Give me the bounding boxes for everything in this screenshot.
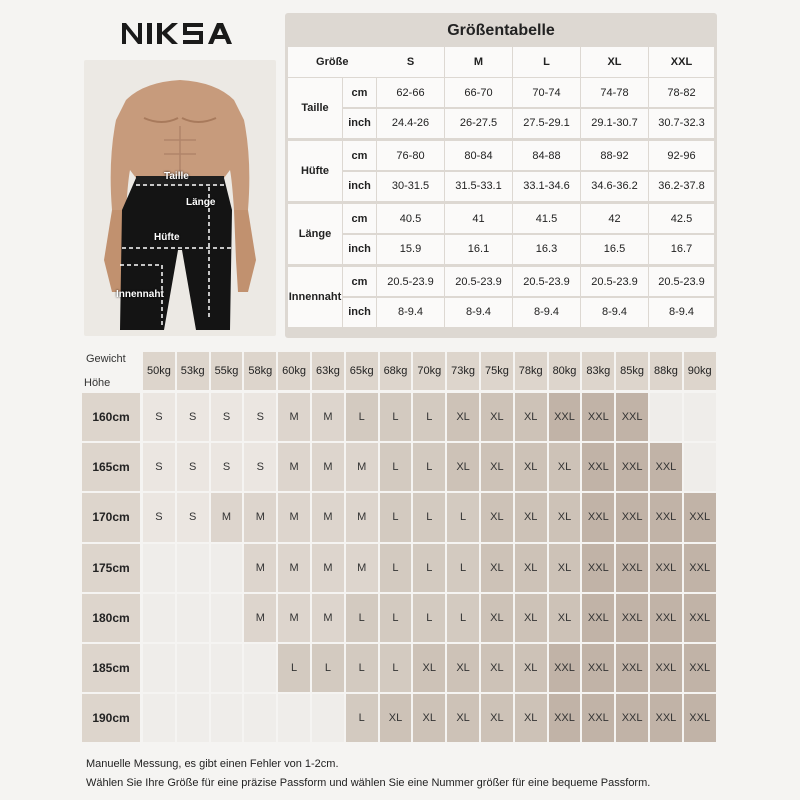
fit-grid-cell: S	[244, 393, 276, 441]
fit-grid-cell	[143, 694, 175, 742]
fit-grid-cell: XXL	[616, 694, 648, 742]
fit-grid-cell: XXL	[549, 694, 581, 742]
model-label-laenge: Länge	[186, 197, 216, 208]
fit-grid-cell: L	[447, 493, 479, 541]
fit-grid-cell: L	[380, 644, 412, 692]
size-table-cell: 20.5-23.9	[445, 267, 512, 296]
fit-grid-cell: XXL	[582, 393, 614, 441]
fit-grid-cell: M	[312, 594, 344, 642]
fit-grid-cell: XL	[549, 544, 581, 592]
fit-grid-cell: XL	[481, 644, 513, 692]
fit-grid-weight-header: 60kg	[278, 352, 310, 390]
size-table-group-label: Innennaht	[288, 267, 342, 327]
fit-grid-height-header: 175cm	[82, 544, 140, 592]
fit-grid-cell	[177, 594, 209, 642]
fit-grid-cell	[177, 694, 209, 742]
size-table-cell: 80-84	[445, 141, 512, 170]
fit-grid-cell	[143, 644, 175, 692]
model-label-taille: Taille	[164, 171, 189, 182]
size-table-cell: 40.5	[377, 204, 444, 233]
fit-grid-cell: XXL	[616, 594, 648, 642]
fit-grid-cell: XL	[481, 594, 513, 642]
size-table-cell: 20.5-23.9	[581, 267, 648, 296]
fit-grid-cell: M	[278, 443, 310, 491]
fit-grid-cell: XL	[549, 594, 581, 642]
size-table-cell: 41.5	[513, 204, 580, 233]
fit-grid-cell: M	[312, 493, 344, 541]
fit-grid-weight-header: 70kg	[413, 352, 445, 390]
fit-grid-cell: XL	[549, 443, 581, 491]
fit-grid-cell	[684, 393, 716, 441]
fit-grid-cell: XL	[380, 694, 412, 742]
fit-grid-weight-header: 85kg	[616, 352, 648, 390]
size-table-cell: 20.5-23.9	[513, 267, 580, 296]
fit-grid-cell: M	[278, 393, 310, 441]
fit-grid-cell: XL	[413, 694, 445, 742]
fit-grid-height-header: 190cm	[82, 694, 140, 742]
fit-grid-cell: L	[278, 644, 310, 692]
size-table-cell: 16.7	[649, 235, 714, 264]
size-table-group-label: Hüfte	[288, 141, 342, 201]
size-table-cell: 27.5-29.1	[513, 109, 580, 138]
fit-grid-cell: M	[346, 493, 378, 541]
size-table-cell: 20.5-23.9	[649, 267, 714, 296]
fit-grid-cell: L	[413, 594, 445, 642]
fit-grid-cell: XL	[515, 493, 547, 541]
size-table-header-s: S	[377, 47, 444, 77]
size-table-cell: 36.2-37.8	[649, 172, 714, 201]
fit-grid-cell: XXL	[616, 393, 648, 441]
size-table-group-label: Taille	[288, 78, 342, 138]
fit-grid-cell: XXL	[582, 694, 614, 742]
size-table-cell: 78-82	[649, 78, 714, 107]
fit-grid-cell: XXL	[650, 493, 682, 541]
size-table	[285, 13, 717, 338]
fit-grid-cell	[177, 544, 209, 592]
fit-grid-cell: XL	[515, 393, 547, 441]
fit-grid-cell: XXL	[582, 594, 614, 642]
fit-grid-cell: S	[211, 443, 243, 491]
fit-grid-height-header: 180cm	[82, 594, 140, 642]
fit-grid-cell: XL	[515, 443, 547, 491]
fit-grid-weight-header: 90kg	[684, 352, 716, 390]
note-fit-advice: Wählen Sie Ihre Größe für eine präzise Passform und wählen Sie eine Nummer größer für eine bequeme Passform.	[86, 777, 651, 789]
fit-grid-cell: XXL	[582, 644, 614, 692]
fit-grid-cell: XL	[481, 493, 513, 541]
fit-grid-cell: L	[413, 393, 445, 441]
fit-grid-cell: XL	[515, 694, 547, 742]
fit-grid-cell: M	[211, 493, 243, 541]
fit-grid-cell: M	[312, 443, 344, 491]
fit-grid-cell: S	[177, 443, 209, 491]
fit-grid-cell: XL	[447, 443, 479, 491]
size-table-header-xl: XL	[581, 47, 648, 77]
size-table-cell: 30.7-32.3	[649, 109, 714, 138]
fit-grid-weight-header: 53kg	[177, 352, 209, 390]
fit-grid-cell: XL	[515, 644, 547, 692]
fit-grid-cell: XXL	[684, 594, 716, 642]
size-table-header-m: M	[445, 47, 512, 77]
size-table-cell: 62-66	[377, 78, 444, 107]
fit-grid-cell	[211, 694, 243, 742]
fit-grid-cell: L	[346, 594, 378, 642]
fit-grid-weight-header: 65kg	[346, 352, 378, 390]
fit-grid-cell: XXL	[549, 644, 581, 692]
fit-grid-height-header: 170cm	[82, 493, 140, 541]
fit-grid-cell: L	[380, 544, 412, 592]
fit-grid-weight-header: 63kg	[312, 352, 344, 390]
size-table-title: Größentabelle	[447, 22, 555, 39]
fit-grid-cell: XXL	[616, 493, 648, 541]
model-photo	[84, 60, 276, 336]
size-table-unit: cm	[343, 78, 376, 107]
fit-grid-cell: L	[447, 594, 479, 642]
model-illustration	[84, 60, 276, 336]
fit-grid-cell	[177, 644, 209, 692]
fit-grid-cell: L	[447, 544, 479, 592]
fit-grid-cell: L	[346, 644, 378, 692]
fit-grid-weight-label: Gewicht	[86, 353, 126, 365]
fit-grid-weight-header: 88kg	[650, 352, 682, 390]
fit-grid-cell: XXL	[650, 694, 682, 742]
fit-grid-cell: XXL	[684, 544, 716, 592]
fit-grid-cell: L	[380, 493, 412, 541]
size-table-cell: 30-31.5	[377, 172, 444, 201]
fit-grid-cell: S	[177, 393, 209, 441]
fit-grid	[82, 350, 718, 748]
fit-grid-cell: XXL	[582, 443, 614, 491]
fit-grid-cell: XL	[481, 443, 513, 491]
size-table-cell: 16.1	[445, 235, 512, 264]
fit-grid-cell: S	[211, 393, 243, 441]
size-table-corner: Größe	[288, 47, 377, 77]
fit-grid-cell: L	[380, 443, 412, 491]
size-table-cell: 20.5-23.9	[377, 267, 444, 296]
fit-grid-cell: M	[278, 594, 310, 642]
size-table-cell: 34.6-36.2	[581, 172, 648, 201]
size-table-cell: 76-80	[377, 141, 444, 170]
fit-grid-cell: XL	[447, 393, 479, 441]
fit-grid-cell: XXL	[650, 594, 682, 642]
fit-grid-cell: XXL	[582, 544, 614, 592]
fit-grid-weight-header: 78kg	[515, 352, 547, 390]
fit-grid-cell: XXL	[684, 644, 716, 692]
size-table-header-xxl: XXL	[649, 47, 714, 77]
fit-grid-weight-header: 73kg	[447, 352, 479, 390]
fit-grid-cell	[650, 393, 682, 441]
size-table-unit: cm	[343, 141, 376, 170]
fit-grid-height-header: 160cm	[82, 393, 140, 441]
fit-grid-cell: XL	[481, 393, 513, 441]
fit-grid-cell: XXL	[582, 493, 614, 541]
fit-grid-cell	[211, 544, 243, 592]
size-table-cell: 31.5-33.1	[445, 172, 512, 201]
fit-grid-cell: M	[346, 544, 378, 592]
size-table-unit: inch	[343, 298, 376, 327]
fit-grid-cell: XL	[447, 644, 479, 692]
fit-grid-cell: XXL	[650, 644, 682, 692]
fit-grid-cell: L	[346, 393, 378, 441]
fit-grid-cell: XXL	[616, 644, 648, 692]
fit-grid-cell	[244, 694, 276, 742]
fit-grid-cell: S	[143, 393, 175, 441]
fit-grid-height-header: 165cm	[82, 443, 140, 491]
size-table-cell: 84-88	[513, 141, 580, 170]
fit-grid-cell: L	[413, 493, 445, 541]
fit-grid-weight-header: 50kg	[143, 352, 175, 390]
size-table-unit: inch	[343, 172, 376, 201]
size-table-cell: 16.3	[513, 235, 580, 264]
size-table-unit: inch	[343, 109, 376, 138]
size-table-cell: 8-9.4	[581, 298, 648, 327]
fit-grid-cell: M	[312, 544, 344, 592]
size-table-cell: 8-9.4	[377, 298, 444, 327]
fit-grid-cell: XXL	[650, 443, 682, 491]
size-table-cell: 8-9.4	[649, 298, 714, 327]
fit-grid-cell	[143, 544, 175, 592]
note-measurement: Manuelle Messung, es gibt einen Fehler von 1-2cm.	[86, 758, 339, 770]
fit-grid-cell: S	[143, 443, 175, 491]
fit-grid-cell: XXL	[650, 544, 682, 592]
size-table-cell: 42.5	[649, 204, 714, 233]
fit-grid-cell: XXL	[616, 544, 648, 592]
fit-grid-cell: M	[244, 544, 276, 592]
fit-grid-weight-header: 68kg	[380, 352, 412, 390]
size-table-cell: 70-74	[513, 78, 580, 107]
size-table-cell: 42	[581, 204, 648, 233]
brand-logo-graphic	[120, 14, 240, 52]
fit-grid-cell: XL	[515, 544, 547, 592]
size-table-cell: 92-96	[649, 141, 714, 170]
fit-grid-weight-header: 75kg	[481, 352, 513, 390]
fit-grid-cell	[211, 644, 243, 692]
size-table-cell: 26-27.5	[445, 109, 512, 138]
fit-grid-cell: XXL	[684, 694, 716, 742]
fit-grid-height-header: 185cm	[82, 644, 140, 692]
fit-grid-weight-header: 83kg	[582, 352, 614, 390]
fit-grid-cell: L	[413, 544, 445, 592]
size-table-cell: 16.5	[581, 235, 648, 264]
fit-grid-cell: XL	[549, 493, 581, 541]
fit-grid-cell: L	[380, 393, 412, 441]
fit-grid-cell: M	[278, 493, 310, 541]
fit-grid-cell: M	[278, 544, 310, 592]
fit-grid-cell: XL	[447, 694, 479, 742]
size-table-cell: 8-9.4	[445, 298, 512, 327]
fit-grid-cell: M	[312, 393, 344, 441]
size-table-unit: cm	[343, 267, 376, 296]
fit-grid-cell: L	[380, 594, 412, 642]
fit-grid-cell: XL	[481, 694, 513, 742]
size-table-cell: 41	[445, 204, 512, 233]
size-table-cell: 66-70	[445, 78, 512, 107]
fit-grid-cell: S	[177, 493, 209, 541]
size-table-unit: cm	[343, 204, 376, 233]
fit-grid-cell: L	[413, 443, 445, 491]
fit-grid-cell	[211, 594, 243, 642]
fit-grid-cell	[684, 443, 716, 491]
fit-grid-cell: M	[244, 493, 276, 541]
fit-grid-cell	[278, 694, 310, 742]
fit-grid-cell	[244, 644, 276, 692]
fit-grid-weight-header: 55kg	[211, 352, 243, 390]
size-table-cell: 24.4-26	[377, 109, 444, 138]
size-table-cell: 8-9.4	[513, 298, 580, 327]
fit-grid-cell: XXL	[684, 493, 716, 541]
size-table-unit: inch	[343, 235, 376, 264]
fit-grid-cell: XL	[481, 544, 513, 592]
fit-grid-cell: S	[244, 443, 276, 491]
fit-grid-cell: L	[346, 694, 378, 742]
fit-grid-cell: XXL	[549, 393, 581, 441]
size-table-cell: 74-78	[581, 78, 648, 107]
fit-grid-cell: M	[244, 594, 276, 642]
size-table-cell: 33.1-34.6	[513, 172, 580, 201]
fit-grid-weight-header: 80kg	[549, 352, 581, 390]
brand-logo	[120, 14, 240, 52]
model-label-innennaht: Innennaht	[116, 289, 164, 300]
size-table-cell: 88-92	[581, 141, 648, 170]
model-label-huefte: Hüfte	[154, 232, 180, 243]
fit-grid-weight-header: 58kg	[244, 352, 276, 390]
fit-grid-height-label: Höhe	[84, 377, 111, 389]
fit-grid-cell: S	[143, 493, 175, 541]
size-table-cell: 15.9	[377, 235, 444, 264]
size-table-cell: 29.1-30.7	[581, 109, 648, 138]
fit-grid-cell	[312, 694, 344, 742]
fit-grid-cell: XL	[413, 644, 445, 692]
fit-grid-cell: XL	[515, 594, 547, 642]
size-table-group-label: Länge	[288, 204, 342, 264]
size-table-header-l: L	[513, 47, 580, 77]
fit-grid-cell	[143, 594, 175, 642]
fit-grid-cell: XXL	[616, 443, 648, 491]
fit-grid-cell: M	[346, 443, 378, 491]
fit-grid-cell: L	[312, 644, 344, 692]
